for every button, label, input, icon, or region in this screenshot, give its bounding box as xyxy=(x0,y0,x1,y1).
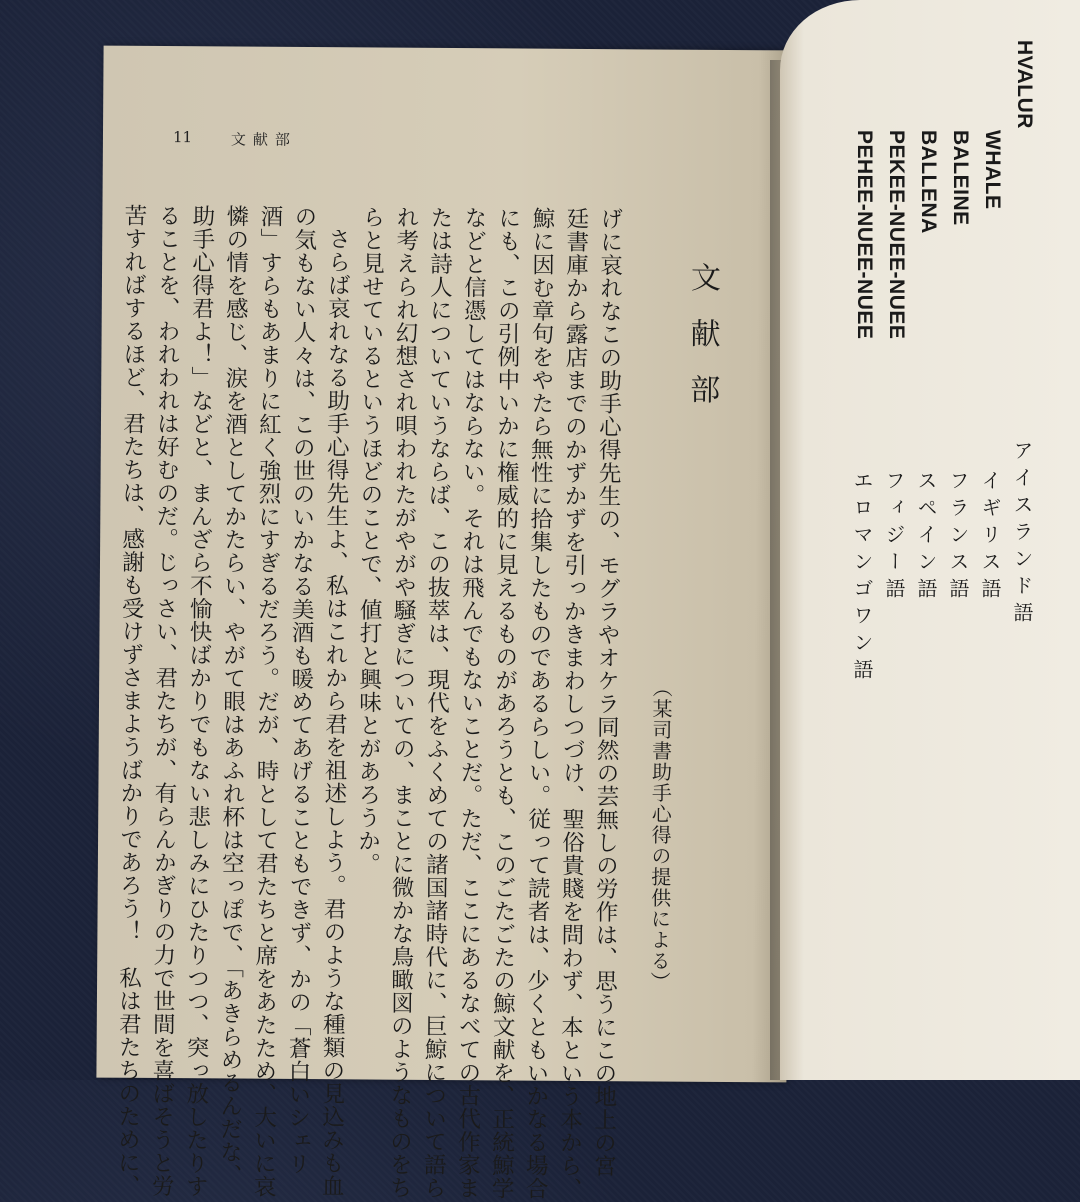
running-head: 文献部 xyxy=(230,130,298,149)
page-number: 11 xyxy=(172,128,193,147)
section-title: 文献部 xyxy=(683,261,721,430)
language-name: エロマンゴワン語 xyxy=(850,470,874,686)
text-column: 憐の情を感じ、涙を酒としてかたらい、やがて眼はあふれ杯は空っぽで、「あきらめるんだな、 xyxy=(216,204,250,1187)
whale-word: PEHEE-NUEE-NUEE xyxy=(853,130,876,340)
whale-word: BALLENA xyxy=(917,130,940,234)
text-column: 助手心得君よ！」などと、まんざら不愉快ばかりでもない悲しみにひたりつつ、突っ放したりす xyxy=(182,204,216,1198)
section-credit: （某司書助手心得の提供による） xyxy=(647,677,674,993)
text-column: らと見せているというほどのことで、値打と興味とがあろうか。 xyxy=(354,205,386,876)
text-column: ることを、われわれは好むのだ。じっさい、君たちが、有らんかぎりの力で世間を喜ばそうと労 xyxy=(148,203,182,1198)
right-book-page xyxy=(780,0,1080,1080)
language-name: フランス語 xyxy=(946,470,970,605)
whale-word: PEKEE-NUEE-NUEE xyxy=(885,130,908,340)
whale-word: BALEINE xyxy=(949,130,972,226)
text-column: 苦すればするほど、君たちは、感謝も受けずさまようばかりであろう！ 私は君たちのために、 xyxy=(114,203,148,1198)
text-column: 酒」すらもあまりに紅く強烈にすぎるだろう。だが、時として君たちと席をあたため、大いに哀 xyxy=(250,204,284,1199)
whale-word: WHALE xyxy=(981,130,1004,210)
text-column: などと信憑してはならない。それは飛んでもないことだ。ただ、ここにあるなべての古代作家ま xyxy=(454,206,487,1200)
text-column: さらば哀れなる助手心得先生よ、私はこれから君を祖述しよう。君のような種類の見込みも血 xyxy=(318,227,351,1198)
whale-word: HVALUR xyxy=(1013,40,1036,129)
text-column: げに哀れなこの助手心得先生の、モグラやオケラ同然の芸無しの労作は、思うにこの地上の宮 xyxy=(590,207,623,1178)
text-column: 鯨に因む章句をやたら無性に拾集したものであるらしい。従って読者は、少くともいかなる場合 xyxy=(522,206,555,1201)
language-name: フィジー語 xyxy=(882,470,906,605)
language-name: アイスランド語 xyxy=(1010,440,1034,629)
language-name: イギリス語 xyxy=(978,470,1002,605)
left-book-page xyxy=(96,46,793,1201)
language-name: スペイン語 xyxy=(914,470,938,605)
text-column: たは詩人についていうならば、この抜萃は、現代をふくめての諸国諸時代に、巨鯨について語ら xyxy=(420,205,453,1200)
text-column: 廷書庫から露店までのかずかずを引っかきまわしつづけ、聖俗貴賤を問わず、本という本から、 xyxy=(556,206,589,1201)
text-column: の気もない人々は、この世のいかなる美酒も暖めてあげることもできず、かの「蒼白いシェリ xyxy=(284,204,318,1176)
text-column: にも、この引例中いかに権威的に見えるものがあろうとも、このごたごたの鯨文献を、正統鯨学 xyxy=(488,206,521,1200)
text-column: れ考えられ幻想され唄われたがやがや騒ぎについての、まことに微かな鳥瞰図のようなものをち xyxy=(386,205,419,1200)
